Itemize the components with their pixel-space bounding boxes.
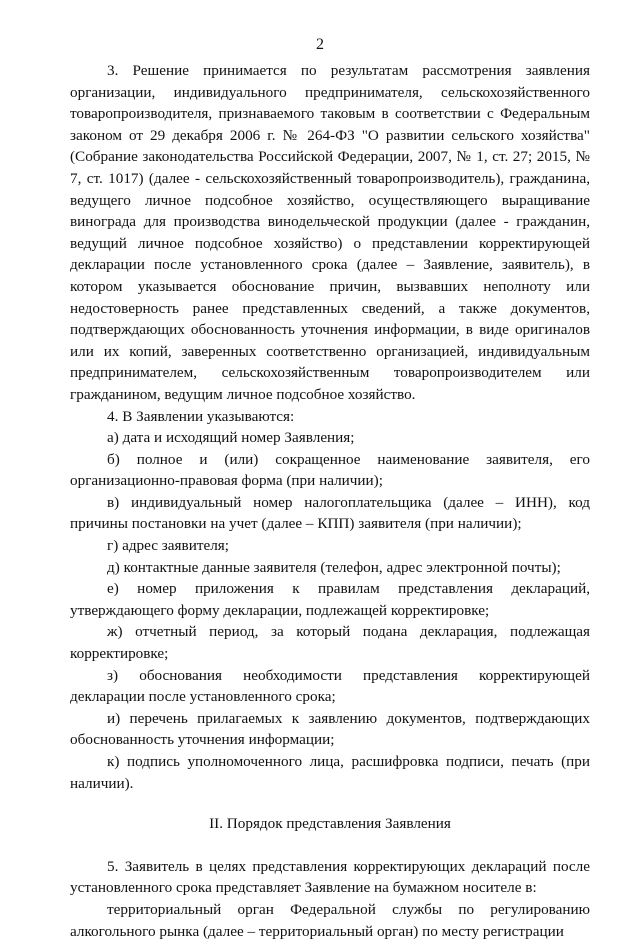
list-item-g: г) адрес заявителя;: [107, 537, 229, 555]
paragraph-4-intro: 4. В Заявлении указываются:: [107, 407, 295, 425]
page-number: 2: [316, 36, 324, 53]
list-item-d: д) контактные данные заявителя (телефон, адрес электронной почты);: [107, 558, 561, 576]
document-body: [70, 60, 590, 942]
list-item-zh: ж) отчетный период, за который подана декларация, подлежащая корректировке;: [70, 623, 590, 663]
paragraph-3-decision: 3. Решение принимается по результатам рассмотрения заявления организации, индивидуального предпринимателя, сельскохозяйственного товаропроизводителя, признаваемого таковым в соответствии с Федеральным законом от 29 декабря 2006 г. № 264-ФЗ "О развитии сельского хозяйства" (Собрание законодательства Российской Федерации, 2007, № 1, ст. 27; 2015, № 7, ст. 1017) (далее - сельскохозяйственный товаропроизводитель), гражданина, ведущего личное подсобное хозяйство, осуществляющего выращивание винограда для производства винодельческой продукции (далее - гражданин, ведущий личное подсобное хозяйство) о представлении корректирующей декларации после установленного срока (далее – Заявление, заявитель), в котором указывается обоснование причин, вызвавших неполноту или недостоверность ранее представленных сведений, а также документов, подтверждающих обоснованность уточнения информации, в виде оригиналов или их копий, заверенных соответственно организацией, индивидуальным предпринимателем, сельскохозяйственным товаропроизводителем или гражданином, ведущим личное подсобное хозяйство.: [70, 62, 590, 403]
list-item-b: б) полное и (или) сокращенное наименование заявителя, его организационно-правовая форма (при наличии);: [70, 450, 590, 490]
list-item-k: к) подпись уполномоченного лица, расшифровка подписи, печать (при наличии).: [70, 753, 590, 792]
paragraph-territorial-body: территориальный орган Федеральной службы по регулированию алкогольного рынка (далее – территориальный орган) по месту регистрации: [70, 900, 590, 940]
list-item-z: з) обоснования необходимости представления корректирующей декларации после установленного срока;: [70, 666, 590, 706]
list-item-a: а) дата и исходящий номер Заявления;: [107, 429, 355, 447]
section-heading: II. Порядок представления Заявления: [209, 815, 451, 833]
paragraph-5-submission: 5. Заявитель в целях представления корректирующих деклараций после установленного срока представляет Заявление на бумажном носителе в:: [70, 857, 590, 897]
list-item-v: в) индивидуальный номер налогоплательщика (далее – ИНН), код причины постановки на учет (далее – КПП) заявителя (при наличии);: [70, 493, 590, 533]
list-item-i: и) перечень прилагаемых к заявлению документов, подтверждающих обоснованность уточнения информации;: [70, 709, 590, 749]
list-item-e: е) номер приложения к правилам представления деклараций, утверждающего форму декларации, подлежащей корректировке;: [70, 580, 590, 619]
